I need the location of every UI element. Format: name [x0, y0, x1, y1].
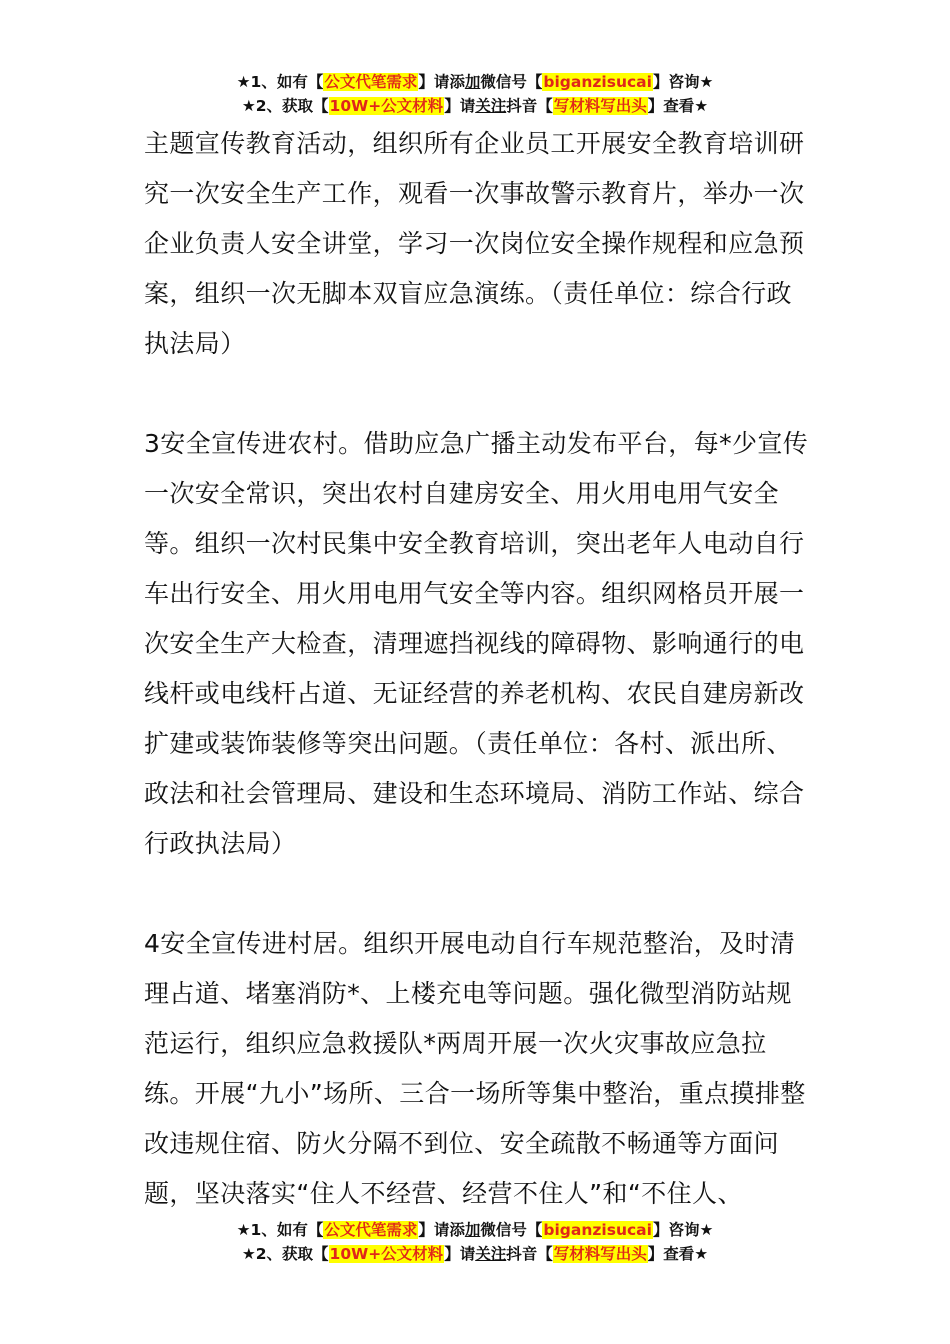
- banner-text: 加: [464, 73, 481, 91]
- banner-text: 关注: [475, 1245, 507, 1263]
- paragraph-2: 3安全宣传进农村。借助应急广播主动发布平台，每*少宣传一次安全常识，突出农村自建房安全、用火用电用气安全等。组织一次村民集中安全教育培训，突出老年人电动自行车出行安全、用火用电用气安全等内容。组织网格员开展一次安全生产大检查，清理遮挡视线的障碍物、影响通行的电线杆或电线杆占道、无证经营的养老机构、农民自建房新改扩建或装饰装修等突出问题。（责任单位：各村、派出所、政法和社会管理局、建设和生态环境局、消防工作站、综合行政执法局）: [144, 429, 809, 858]
- paragraph-3: 4安全宣传进村居。组织开展电动自行车规范整治，及时清理占道、堵塞消防*、上楼充电等问题。强化微型消防站规范运行，组织应急救援队*两周开展一次火灾事故应急拉练。开展“九小”场所、三合一场所等集中整治，重点摸排整改违规住宿、防火分隔不到位、安全疏散不畅通等方面问题，坚决落实“住人不经营、经营不住人”和“不住人、: [144, 929, 806, 1208]
- banner-text: 抖音【: [506, 1245, 553, 1263]
- banner-text: 】咨询★: [652, 1221, 714, 1239]
- paragraph-1: 主题宣传教育活动，组织所有企业员工开展安全教育培训研究一次安全生产工作，观看一次事故警示教育片，举办一次企业负责人安全讲堂，学习一次岗位安全操作规程和应急预案，组织一次无脚本双盲应急演练。（责任单位：综合行政执法局）: [144, 129, 805, 358]
- banner-text: 】请添: [418, 1221, 465, 1239]
- banner-text: ★1、如有【: [236, 73, 324, 91]
- paragraph-spacer: [144, 369, 816, 419]
- highlight-wechat-id: biganzisucai: [543, 1221, 652, 1239]
- banner-text: ★1、如有【: [236, 1221, 324, 1239]
- highlight-service: 公文代笔需求: [324, 1221, 418, 1239]
- banner-text: 】请添: [418, 73, 465, 91]
- banner-text: 】请: [444, 1245, 476, 1263]
- paragraph-spacer: [144, 869, 816, 919]
- highlight-douyin-account: 写材料写出头: [553, 97, 647, 115]
- banner-line-1: [0, 70, 950, 94]
- banner-text: 抖音【: [506, 97, 553, 115]
- highlight-materials: 10W+公文材料: [329, 97, 444, 115]
- banner-text: 关注: [475, 97, 507, 115]
- highlight-materials: 10W+公文材料: [329, 1245, 444, 1263]
- banner-line-1: [0, 1218, 950, 1242]
- banner-text: 】查看★: [647, 97, 709, 115]
- footer-banner: [0, 1218, 950, 1266]
- banner-text: 微信号【: [480, 1221, 543, 1239]
- header-banner: [0, 70, 950, 118]
- banner-text: 微信号【: [480, 73, 543, 91]
- banner-text: 】请: [444, 97, 476, 115]
- highlight-wechat-id: biganzisucai: [543, 73, 652, 91]
- banner-text: 】咨询★: [652, 73, 714, 91]
- document-body: [144, 119, 816, 1219]
- banner-line-2: [0, 1242, 950, 1266]
- banner-text: 】查看★: [647, 1245, 709, 1263]
- banner-text: ★2、获取【: [241, 1245, 329, 1263]
- highlight-service: 公文代笔需求: [324, 73, 418, 91]
- banner-line-2: [0, 94, 950, 118]
- highlight-douyin-account: 写材料写出头: [553, 1245, 647, 1263]
- banner-text: 加: [464, 1221, 481, 1239]
- banner-text: ★2、获取【: [241, 97, 329, 115]
